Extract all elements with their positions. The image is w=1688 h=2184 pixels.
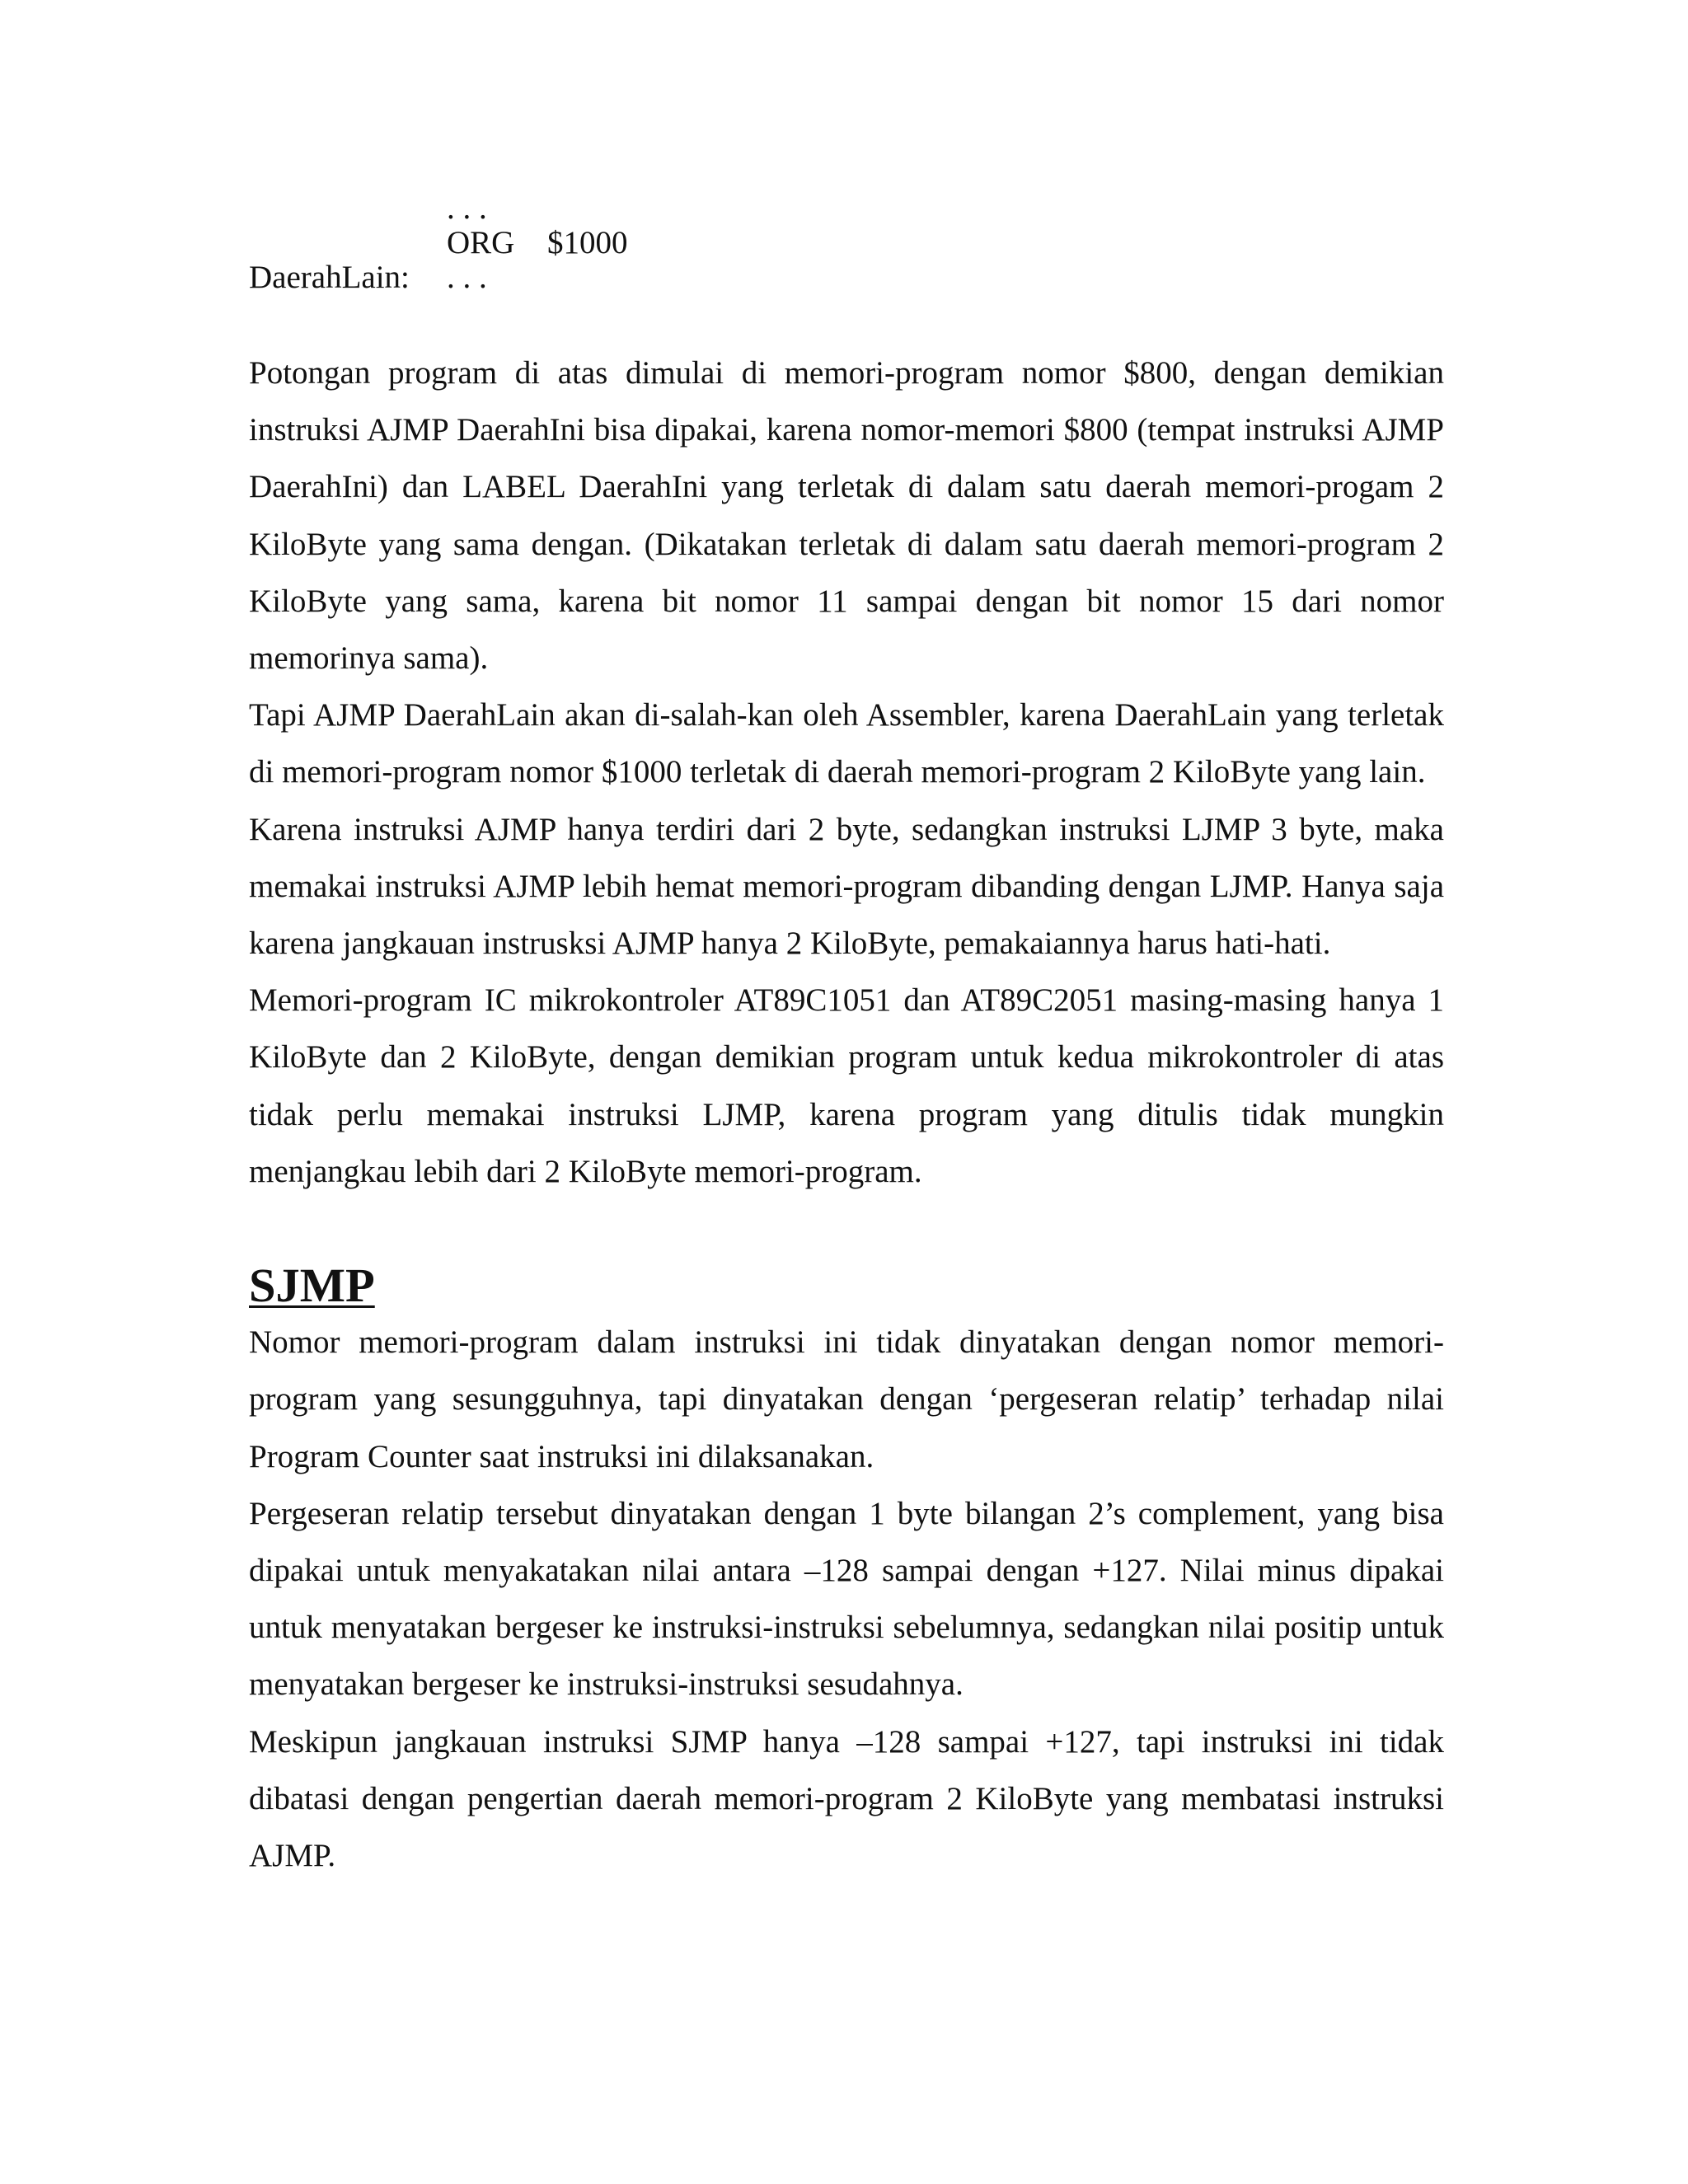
paragraph: Nomor memori-program dalam instruksi ini tidak dinyatakan dengan nomor memori-program yang sesungguhnya, tapi dinyatakan dengan ‘pergeseran relatip’ terhadap nilai Program Counter saat instruksi ini dilaksanakan. — [249, 1324, 1444, 1474]
paragraph: Memori-program IC mikrokontroler AT89C1051 dan AT89C2051 masing-masing hanya 1 KiloByte dan 2 KiloByte, dengan demikian program untuk kedua mikrokontroler di atas tidak perlu memakai instruksi LJMP, karena program yang ditulis tidak mungkin menjangkau lebih dari 2 KiloByte memori-program. — [249, 982, 1444, 1189]
code-mnemonic: . . . — [447, 190, 487, 226]
code-line — [249, 260, 487, 295]
paragraph: Pergeseran relatip tersebut dinyatakan dengan 1 byte bilangan 2’s complement, yang bisa dipakai untuk menyakatakan nilai antara –128 sampai dengan +127. Nilai minus dipakai untuk menyatakan bergeser ke instruksi-instruksi sebelumnya, sedangkan nilai positip untuk menyatakan bergeser ke instruksi-instruksi sesudahnya. — [249, 1495, 1444, 1703]
paragraph: Meskipun jangkauan instruksi SJMP hanya –128 sampai +127, tapi instruksi ini tidak dibatasi dengan pengertian daerah memori-program 2 KiloByte yang membatasi instruksi AJMP. — [249, 1723, 1444, 1874]
code-mnemonic: ORG — [447, 225, 515, 260]
code-label: DaerahLain: — [249, 260, 410, 295]
code-snippet — [249, 190, 628, 295]
body-text — [249, 344, 1444, 1884]
paragraph: Karena instruksi AJMP hanya terdiri dari 2 byte, sedangkan instruksi LJMP 3 byte, maka memakai instruksi AJMP lebih hemat memori-program dibanding dengan LJMP. Hanya saja karena jangkauan instrusksi AJMP hanya 2 KiloByte, pemakaiannya harus hati-hati. — [249, 811, 1444, 962]
code-operand: $1000 — [547, 225, 628, 260]
paragraph: Tapi AJMP DaerahLain akan di-salah-kan oleh Assembler, karena DaerahLain yang terletak di memori-program nomor $1000 terletak di daerah memori-program 2 KiloByte yang lain. — [249, 697, 1444, 790]
code-line — [249, 190, 487, 226]
section-heading: SJMP — [249, 1258, 375, 1313]
section-spacer — [249, 1200, 1444, 1257]
paragraph: Potongan program di atas dimulai di memori-program nomor $800, dengan demikian instruksi AJMP DaerahIni bisa dipakai, karena nomor-memori $800 (tempat instruksi AJMP DaerahIni) dan LABEL DaerahIni yang terletak di dalam satu daerah memori-progam 2 KiloByte yang sama dengan. (Dikatakan terletak di dalam satu daerah memori-program 2 KiloByte yang sama, karena bit nomor 11 sampai dengan bit nomor 15 dari nomor memorinya sama). — [249, 355, 1444, 677]
code-mnemonic: . . . — [447, 260, 487, 295]
code-line — [249, 225, 628, 260]
